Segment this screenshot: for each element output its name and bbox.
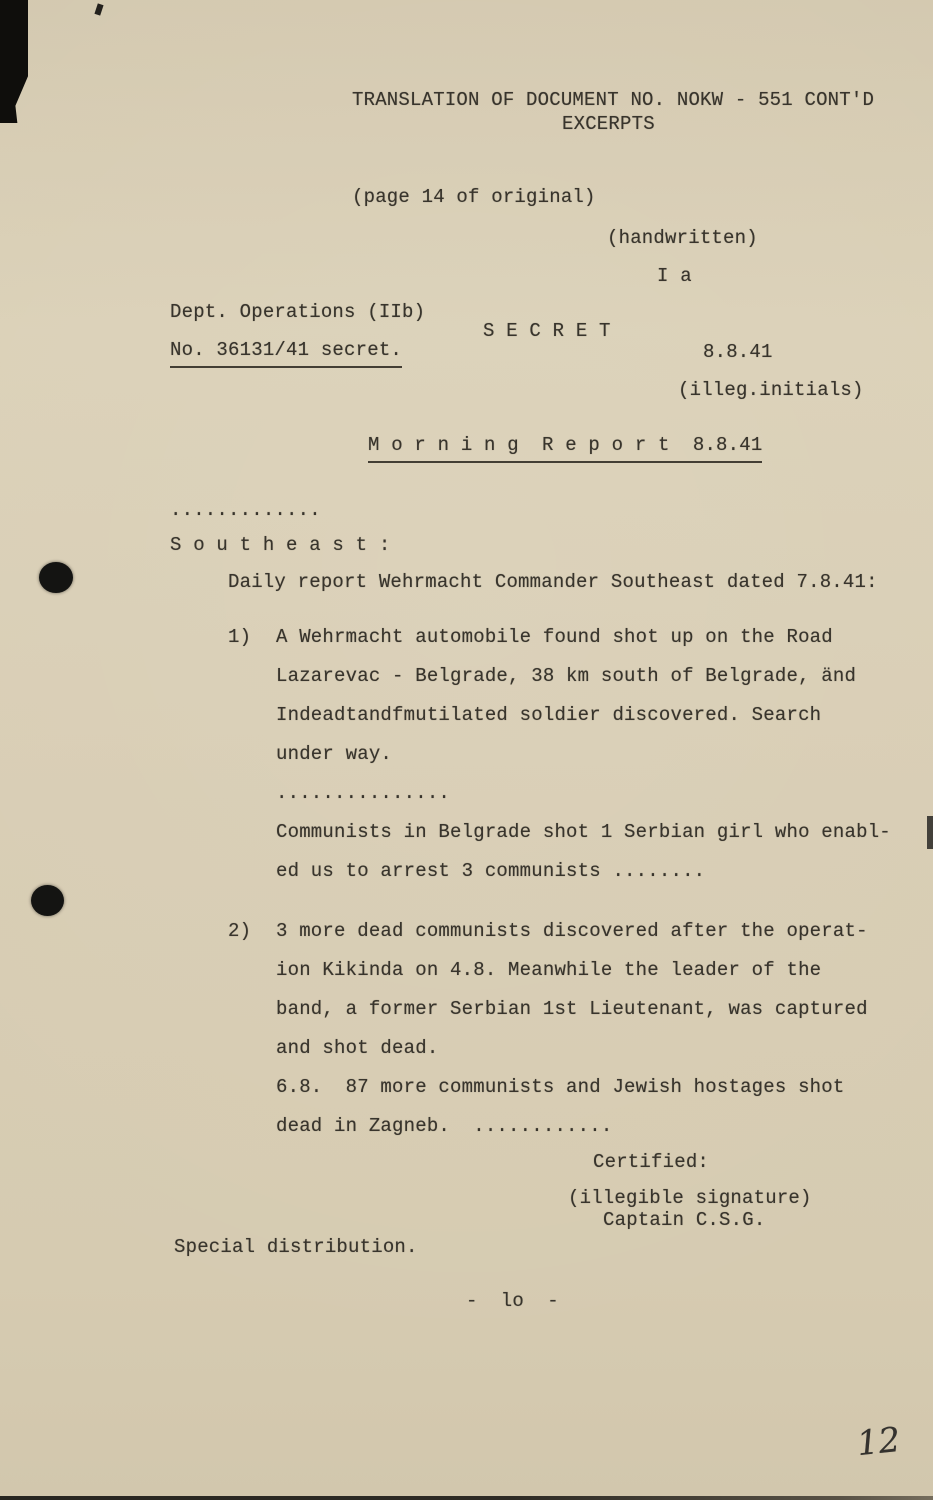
header-line-2: EXCERPTS [562,113,655,135]
hole-punch-bottom [31,885,64,916]
southeast-heading: S o u t h e a s t : [170,534,391,556]
body-line: Indeadtandfmutilated soldier discovered. Search [276,704,822,726]
illegible-initials: (illeg.initials) [678,379,864,401]
body-line: band, a former Serbian 1st Lieutenant, was captured [276,998,868,1020]
dots-row: ............. [170,499,321,521]
report-title: M o r n i n g R e p o r t 8.8.41 [368,433,762,463]
body-line: A Wehrmacht automobile found shot up on the Road [276,626,833,648]
item-1-lines [276,618,891,891]
body-line: ed us to arrest 3 communists ........ [276,860,706,882]
document-number: No. 36131/41 secret. [170,338,402,368]
body-line: Lazarevac - Belgrade, 38 km south of Belgrade, änd [276,665,857,687]
item-1-number: 1) [228,626,252,648]
ia-mark: I a [657,265,692,287]
dept-line: Dept. Operations (IIb) [170,301,426,323]
body-line: ............... [276,782,451,804]
body-line: ion Kikinda on 4.8. Meanwhile the leader of the [276,959,822,981]
header-line-1: TRANSLATION OF DOCUMENT NO. NOKW - 551 CONT'D [352,89,875,111]
body-line: dead in Zagneb. ............ [276,1115,613,1137]
scan-artifact-bottom-edge [0,1496,933,1500]
daily-report-intro: Daily report Wehrmacht Commander Southeast dated 7.8.41: [228,571,878,593]
certified-label: Certified: [593,1151,710,1173]
date: 8.8.41 [703,341,773,363]
body-line: and shot dead. [276,1037,439,1059]
scan-artifact-top-mark [94,3,103,15]
scan-artifact-corner [0,0,28,123]
handwritten-page-number: 12 [855,1419,903,1465]
page-reference: (page 14 of original) [352,186,596,208]
scan-artifact-right-mark [927,816,933,849]
secret-stamp: S E C R E T [483,320,611,342]
body-line: Communists in Belgrade shot 1 Serbian girl who enabl- [276,821,891,843]
body-line: 6.8. 87 more communists and Jewish hostages shot [276,1076,845,1098]
item-2-lines [276,912,868,1146]
body-line: 3 more dead communists discovered after the operat- [276,920,868,942]
signature-note: (illegible signature) [568,1187,812,1209]
captain-line: Captain C.S.G. [603,1209,766,1231]
page-number: - lo - [466,1290,559,1312]
hole-punch-top [39,562,73,593]
item-2-number: 2) [228,920,252,942]
distribution-line: Special distribution. [174,1236,418,1258]
body-line: under way. [276,743,393,765]
handwritten-note-label: (handwritten) [607,227,758,249]
